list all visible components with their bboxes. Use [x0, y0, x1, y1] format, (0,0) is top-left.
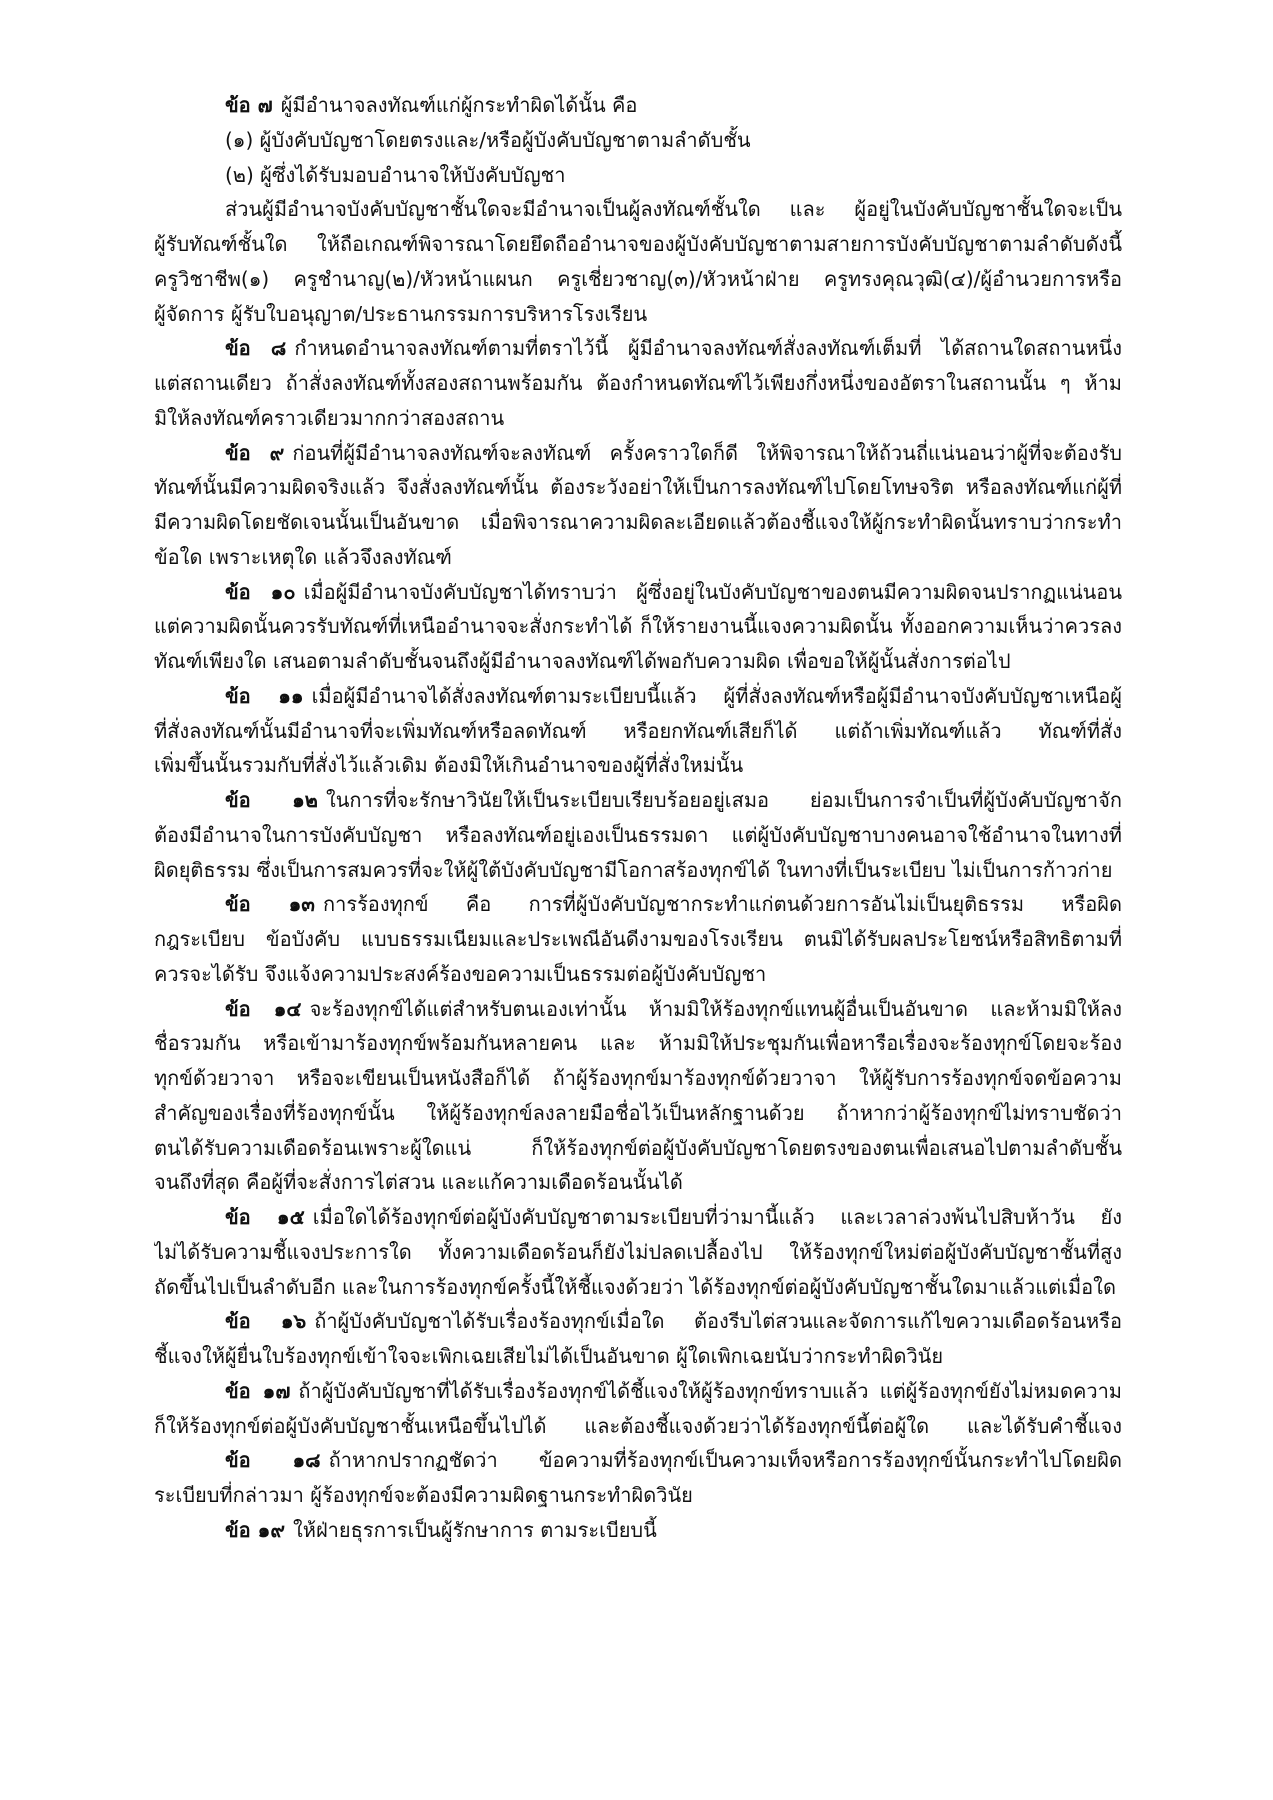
text-line [154, 714, 1122, 749]
line-text: ถ้าผู้บังคับบัญชาได้รับเรื่องร้องทุกข์เมื่อใด ต้องรีบไต่สวนและจัดการแก้ไขความเดือดร้อนหรือ [314, 1309, 1122, 1334]
text-line [154, 1235, 1122, 1270]
text-line [154, 1200, 1122, 1235]
clause-paragraph [154, 1200, 1122, 1304]
clause-paragraph [154, 887, 1122, 991]
line-text: ทัณฑ์เพียงใด เสนอตามลำดับชั้นจนถึงผู้มีอำนาจลงทัณฑ์ได้พอกับความผิด เพื่อขอให้ผู้นั้นสั่งการต่อไป [154, 649, 1011, 673]
line-text: กำหนดอำนาจลงทัณฑ์ตามที่ตราไว้นี้ ผู้มีอำนาจลงทัณฑ์สั่งลงทัณฑ์เต็มที่ ได้สถานใดสถานหนึ่ง [294, 336, 1122, 361]
clause-number: ข้อ ๑๑ [225, 683, 304, 708]
line-text: ผู้จัดการ ผู้รับใบอนุญาต/ประธานกรรมการบริหารโรงเรียน [154, 301, 648, 326]
clause-number: ข้อ ๑๗ [225, 1378, 291, 1403]
text-line [154, 192, 1122, 227]
line-text: ชื่อรวมกัน หรือเข้ามาร้องทุกข์พร้อมกันหลายคน และ ห้ามมิให้ประชุมกันเพื่อหารือเรื่องจะร้องทุกข์โดยจะร้อง [154, 1031, 1122, 1056]
list-item [154, 158, 1122, 193]
text-line [154, 227, 1122, 262]
clause-number: ข้อ ๙ [225, 440, 285, 465]
clause-number: ข้อ ๑๘ [225, 1448, 321, 1473]
clause-number: ข้อ ๑๙ [225, 1517, 285, 1542]
clause-number: ข้อ ๑๒ [225, 788, 318, 812]
line-text: ชี้แจงให้ผู้ยื่นใบร้องทุกข์เข้าใจจะเพิกเฉยเสียไม่ได้เป็นอันขาด ผู้ใดเพิกเฉยนับว่ากระทำผิดวินัย [154, 1344, 944, 1368]
text-line [154, 818, 1122, 853]
line-text: ต้องมีอำนาจในการบังคับบัญชา หรือลงทัณฑ์อยู่เองเป็นธรรมดา แต่ผู้บังคับบัญชาบางคนอาจใช้อำนาจในทางที่ [154, 822, 1122, 847]
line-text: เพิ่มขึ้นนั้นรวมกับที่สั่งไว้แล้วเดิม ต้องมิให้เกินอำนาจของผู้ที่สั่งใหม่นั้น [154, 753, 744, 778]
line-text: ทุกข์ด้วยวาจา หรือจะเขียนเป็นหนังสือก็ได้ ถ้าผู้ร้องทุกข์มาร้องทุกข์ด้วยวาจา ให้ผู้รับการร้องทุกข์จดข้อความ [154, 1066, 1122, 1090]
clause-number: ข้อ ๑๐ [225, 579, 296, 604]
text-line [154, 644, 1122, 679]
line-text: เมื่อผู้มีอำนาจได้สั่งลงทัณฑ์ตามระเบียบนี้แล้ว ผู้ที่สั่งลงทัณฑ์หรือผู้มีอำนาจบังคับบัญชาเหนือผู้ [311, 683, 1122, 708]
text-line [154, 1443, 1122, 1478]
text-line [154, 470, 1122, 505]
clause-paragraph [154, 783, 1122, 887]
line-text: กฎระเบียบ ข้อบังคับ แบบธรรมเนียมและประเพณีอันดีงามของโรงเรียน ตนมิได้รับผลประโยชน์หรือสิทธิตามที่ [154, 927, 1122, 951]
text-line [154, 1478, 1122, 1513]
line-text: ให้ฝ่ายธุรการเป็นผู้รักษาการ ตามระเบียบนี้ [293, 1517, 657, 1542]
line-text: ถ้าผู้บังคับบัญชาที่ได้รับเรื่องร้องทุกข์ได้ชี้แจงให้ผู้ร้องทุกข์ทราบแล้ว แต่ผู้ร้องทุกข์ยังไม่หมดความ [298, 1378, 1122, 1403]
text-line [154, 1131, 1122, 1166]
clause-paragraph [154, 331, 1122, 435]
text-line [154, 1513, 1122, 1548]
clause-number: ข้อ ๘ [225, 336, 287, 361]
line-text: แต่ความผิดนั้นควรรับทัณฑ์ที่เหนืออำนาจจะสั่งกระทำได้ ก็ให้รายงานนี้แจงความผิดนั้น ทั้งออกความเห็นว่าควรลง [154, 614, 1122, 639]
text-line [154, 1096, 1122, 1131]
line-text: เมื่อใดได้ร้องทุกข์ต่อผู้บังคับบัญชาตามระเบียบที่ว่ามานี้แล้ว และเวลาล่วงพ้นไปสิบห้าวัน ยัง [312, 1205, 1122, 1229]
line-text: ก่อนที่ผู้มีอำนาจลงทัณฑ์จะลงทัณฑ์ ครั้งคราวใดก็ดี ให้พิจารณาให้ถ้วนถี่แน่นอนว่าผู้ที่จะต้องรับ [292, 440, 1122, 465]
clause-paragraph [154, 1513, 1122, 1548]
clause-number: ข้อ ๑๔ [225, 996, 302, 1021]
text-line [154, 297, 1122, 332]
line-text: ผู้รับทัณฑ์ชั้นใด ให้ถือเกณฑ์พิจารณาโดยยึดถืออำนาจของผู้บังคับบัญชาตามสายการบังคับบัญชาตามลำดับดังนี้ [154, 232, 1122, 256]
line-text: ถ้าหากปรากฏชัดว่า ข้อความที่ร้องทุกข์เป็นความเท็จหรือการร้องทุกข์นั้นกระทำไปโดยผิด [328, 1448, 1122, 1473]
clause-paragraph [154, 1374, 1122, 1444]
text-line [154, 331, 1122, 366]
clause-paragraph [154, 1443, 1122, 1513]
clause-number: ข้อ ๗ [225, 93, 273, 117]
line-text: ครูวิชาชีพ(๑) ครูชำนาญ(๒)/หัวหน้าแผนก ครูเชี่ยวชาญ(๓)/หัวหน้าฝ่าย ครูทรงคุณวุฒิ(๔)/ผู้อำนวยการหรือ [154, 266, 1122, 291]
text-line [154, 123, 1122, 158]
text-line [154, 957, 1122, 992]
text-line [154, 575, 1122, 610]
line-text: การร้องทุกข์ คือ การที่ผู้บังคับบัญชากระทำแก่ตนด้วยการอันไม่เป็นยุติธรรม หรือผิด [322, 892, 1122, 917]
text-line [154, 1165, 1122, 1200]
text-line [154, 1304, 1122, 1339]
text-line [154, 158, 1122, 193]
text-line [154, 609, 1122, 644]
text-line [154, 401, 1122, 436]
text-line [154, 262, 1122, 297]
line-text: สำคัญของเรื่องที่ร้องทุกข์นั้น ให้ผู้ร้องทุกข์ลงลายมือชื่อไว้เป็นหลักฐานด้วย ถ้าหากว่าผู้ร้องทุกข์ไม่ทราบชัดว่า [154, 1100, 1122, 1125]
line-text: ข้อใด เพราะเหตุใด แล้วจึงลงทัณฑ์ [154, 544, 452, 569]
clause-number: ข้อ ๑๖ [225, 1309, 307, 1334]
text-line [154, 679, 1122, 714]
text-line [154, 887, 1122, 922]
clause-paragraph [154, 436, 1122, 575]
clause-paragraph [154, 88, 1122, 123]
line-text: ควรจะได้รับ จึงแจ้งความประสงค์ร้องขอความเป็นธรรมต่อผู้บังคับบัญชา [154, 961, 767, 986]
clause-number: ข้อ ๑๓ [225, 892, 315, 917]
line-text: ก็ให้ร้องทุกข์ต่อผู้บังคับบัญชาชั้นเหนือขึ้นไปได้ และต้องชี้แจงด้วยว่าได้ร้องทุกข์นี้ต่อผู้ใด และได้รับคำชี้แจง [154, 1413, 1122, 1438]
clause-paragraph [154, 992, 1122, 1201]
line-text: ผิดยุติธรรม ซึ่งเป็นการสมควรที่จะให้ผู้ใต้บังคับบัญชามีโอกาสร้องทุกข์ได้ ในทางที่เป็นระเบียบ ไม่เป็นการก้าวก่าย [154, 857, 1113, 882]
paragraph [154, 192, 1122, 331]
text-line [154, 436, 1122, 471]
text-line [154, 88, 1122, 123]
line-text: ผู้มีอำนาจลงทัณฑ์แก่ผู้กระทำผิดได้นั้น คือ [280, 93, 638, 117]
text-line [154, 1409, 1122, 1444]
text-line [154, 366, 1122, 401]
line-text: จะร้องทุกข์ได้แต่สำหรับตนเองเท่านั้น ห้ามมิให้ร้องทุกข์แทนผู้อื่นเป็นอันขาด และห้ามมิให้ลง [309, 996, 1122, 1021]
line-text: ที่สั่งลงทัณฑ์นั้นมีอำนาจที่จะเพิ่มทัณฑ์หรือลดทัณฑ์ หรือยกทัณฑ์เสียก็ได้ แต่ถ้าเพิ่มทัณฑ์แล้ว ทัณฑ์ที่สั่ง [154, 718, 1122, 743]
line-text: (๑) ผู้บังคับบัญชาโดยตรงและ/หรือผู้บังคับบัญชาตามลำดับชั้น [225, 127, 751, 152]
line-text: ถัดขึ้นไปเป็นลำดับอีก และในการร้องทุกข์ครั้งนี้ให้ชี้แจงด้วยว่า ได้ร้องทุกข์ต่อผู้บังคับบัญชาชั้นใดมาแล้วแต่เมื่อใด [154, 1274, 1116, 1299]
line-text: ระเบียบที่กล่าวมา ผู้ร้องทุกข์จะต้องมีความผิดฐานกระทำผิดวินัย [154, 1483, 693, 1507]
line-text: ตนได้รับความเดือดร้อนเพราะผู้ใดแน่ ก็ให้ร้องทุกข์ต่อผู้บังคับบัญชาโดยตรงของตนเพื่อเสนอไปตามลำดับชั้น [154, 1135, 1122, 1160]
line-text: ในการที่จะรักษาวินัยให้เป็นระเบียบเรียบร้อยอยู่เสมอ ย่อมเป็นการจำเป็นที่ผู้บังคับบัญชาจัก [325, 788, 1122, 812]
clause-paragraph [154, 679, 1122, 783]
list-item [154, 123, 1122, 158]
clause-paragraph [154, 1304, 1122, 1374]
line-text: แต่สถานเดียว ถ้าสั่งลงทัณฑ์ทั้งสองสถานพร้อมกัน ต้องกำหนดทัณฑ์ไว้เพียงกึ่งหนึ่งของอัตราในสถานนั้น ๆ ห้าม [154, 371, 1122, 395]
text-line [154, 783, 1122, 818]
text-line [154, 1061, 1122, 1096]
text-line [154, 505, 1122, 540]
line-text: ส่วนผู้มีอำนาจบังคับบัญชาชั้นใดจะมีอำนาจเป็นผู้ลงทัณฑ์ชั้นใด และ ผู้อยู่ในบังคับบัญชาชั้นใดจะเป็น [225, 197, 1122, 222]
text-line [154, 1374, 1122, 1409]
text-line [154, 922, 1122, 957]
line-text: เมื่อผู้มีอำนาจบังคับบัญชาได้ทราบว่า ผู้ซึ่งอยู่ในบังคับบัญชาของตนมีความผิดจนปรากฏแน่นอน [303, 579, 1122, 604]
text-line [154, 748, 1122, 783]
line-text: (๒) ผู้ซึ่งได้รับมอบอำนาจให้บังคับบัญชา [225, 162, 566, 187]
text-line [154, 540, 1122, 575]
line-text: จนถึงที่สุด คือผู้ที่จะสั่งการไต่สวน และแก้ความเดือดร้อนนั้นได้ [154, 1170, 683, 1195]
text-line [154, 853, 1122, 888]
text-line [154, 992, 1122, 1027]
line-text: มีความผิดโดยชัดเจนนั้นเป็นอันขาด เมื่อพิจารณาความผิดละเอียดแล้วต้องชี้แจงให้ผู้กระทำผิดนั้นทราบว่ากระทำ [154, 510, 1122, 534]
line-text: มิให้ลงทัณฑ์คราวเดียวมากกว่าสองสถาน [154, 405, 505, 430]
line-text: ทัณฑ์นั้นมีความผิดจริงแล้ว จึงสั่งลงทัณฑ์นั้น ต้องระวังอย่าให้เป็นการลงทัณฑ์ไปโดยโทษจริต หรือลงทัณฑ์แก่ผู้ที่ [154, 475, 1122, 500]
text-line [154, 1339, 1122, 1374]
line-text: ไม่ได้รับความชี้แจงประการใด ทั้งความเดือดร้อนก็ยังไม่ปลดเปลื้องไป ให้ร้องทุกข์ใหม่ต่อผู้บังคับบัญชาชั้นที่สูง [154, 1239, 1122, 1264]
text-line [154, 1026, 1122, 1061]
clause-number: ข้อ ๑๕ [225, 1205, 305, 1229]
text-line [154, 1270, 1122, 1305]
document-page [154, 88, 1122, 1548]
clause-paragraph [154, 575, 1122, 679]
